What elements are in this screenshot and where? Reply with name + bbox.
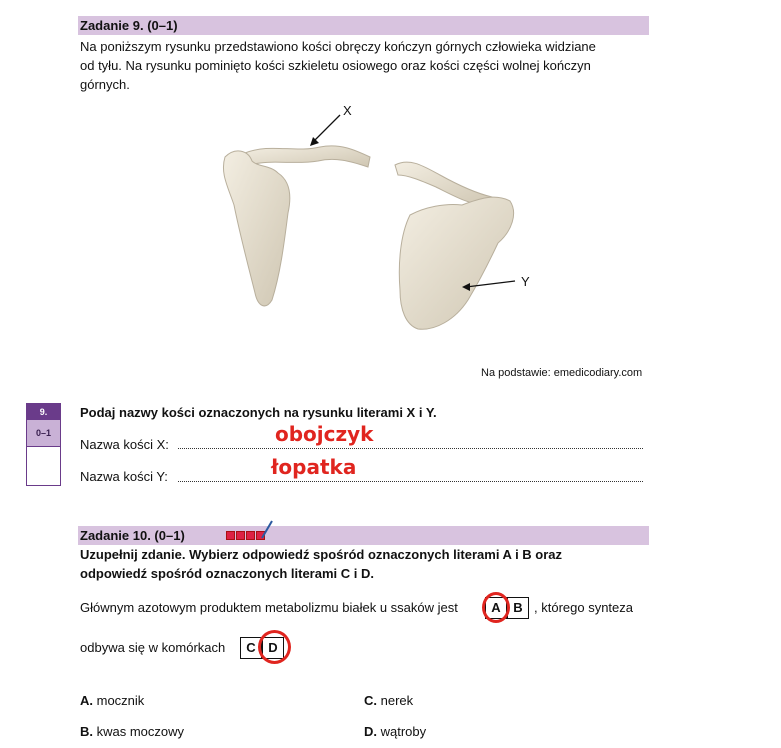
field-x-label: Nazwa kości X: — [80, 437, 169, 452]
task9-question: Podaj nazwy kości oznaczonych na rysunku literami X i Y. — [80, 405, 437, 420]
answer-x-text: obojczyk — [275, 422, 374, 446]
instruction-line: odpowiedź spośród oznaczonych literami C i D. — [80, 566, 374, 581]
sentence-part3: odbywa się w komórkach — [80, 640, 226, 655]
option-d — [364, 724, 426, 739]
score-points: 0–1 — [27, 420, 60, 446]
left-clavicle — [245, 146, 370, 167]
option-letter: D. — [364, 724, 377, 739]
shoulder-girdle-illustration — [200, 95, 560, 345]
choice-b-box[interactable]: B — [507, 597, 529, 619]
sentence-part1: Głównym azotowym produktem metabolizmu białek u ssaków jest — [80, 600, 458, 615]
selected-circle-d — [258, 630, 291, 664]
task10-instruction — [80, 545, 645, 583]
label-x: X — [343, 103, 352, 118]
left-scapula — [223, 151, 289, 306]
choice-d-box[interactable]: D — [262, 637, 284, 659]
option-text: wątroby — [380, 724, 427, 739]
marker-icon — [236, 531, 245, 540]
answer-line-x[interactable] — [178, 448, 643, 449]
right-scapula — [399, 197, 513, 329]
task9-intro — [80, 37, 645, 94]
option-text: kwas moczowy — [96, 724, 185, 739]
marker-icon — [246, 531, 255, 540]
option-b — [80, 724, 184, 739]
sentence-part2: , którego synteza — [534, 600, 633, 615]
intro-line: górnych. — [80, 77, 130, 92]
field-y-label: Nazwa kości Y: — [80, 469, 168, 484]
task10-header: Zadanie 10. (0–1) — [78, 526, 649, 545]
task9-header: Zadanie 9. (0–1) — [78, 16, 649, 35]
choice-a-box[interactable]: A — [485, 597, 507, 619]
image-source: Na podstawie: emedicodiary.com — [481, 367, 643, 379]
option-letter: A. — [80, 693, 93, 708]
option-text: mocznik — [96, 693, 145, 708]
option-letter: C. — [364, 693, 377, 708]
arrowhead-x — [310, 137, 319, 146]
label-y: Y — [521, 274, 530, 289]
marker-icon — [226, 531, 235, 540]
option-text: nerek — [380, 693, 414, 708]
intro-line: od tyłu. Na rysunku pominięto kości szkieletu osiowego oraz kości części wolnej kończyn — [80, 58, 591, 73]
option-letter: B. — [80, 724, 93, 739]
arrow-x — [312, 115, 340, 143]
option-a — [80, 693, 144, 708]
score-number: 9. — [27, 404, 60, 420]
answer-line-y[interactable] — [178, 481, 643, 482]
score-box — [26, 403, 61, 486]
score-field[interactable] — [27, 446, 60, 486]
instruction-line: Uzupełnij zdanie. Wybierz odpowiedź spośród oznaczonych literami A i B oraz — [80, 547, 563, 562]
choice-c-box[interactable]: C — [240, 637, 262, 659]
option-c — [364, 693, 413, 708]
intro-line: Na poniższym rysunku przedstawiono kości obręczy kończyn górnych człowieka widziane — [80, 39, 596, 54]
answer-y-text: łopatka — [271, 455, 357, 479]
selected-circle-a — [482, 592, 510, 623]
pencil-icon — [260, 520, 274, 540]
